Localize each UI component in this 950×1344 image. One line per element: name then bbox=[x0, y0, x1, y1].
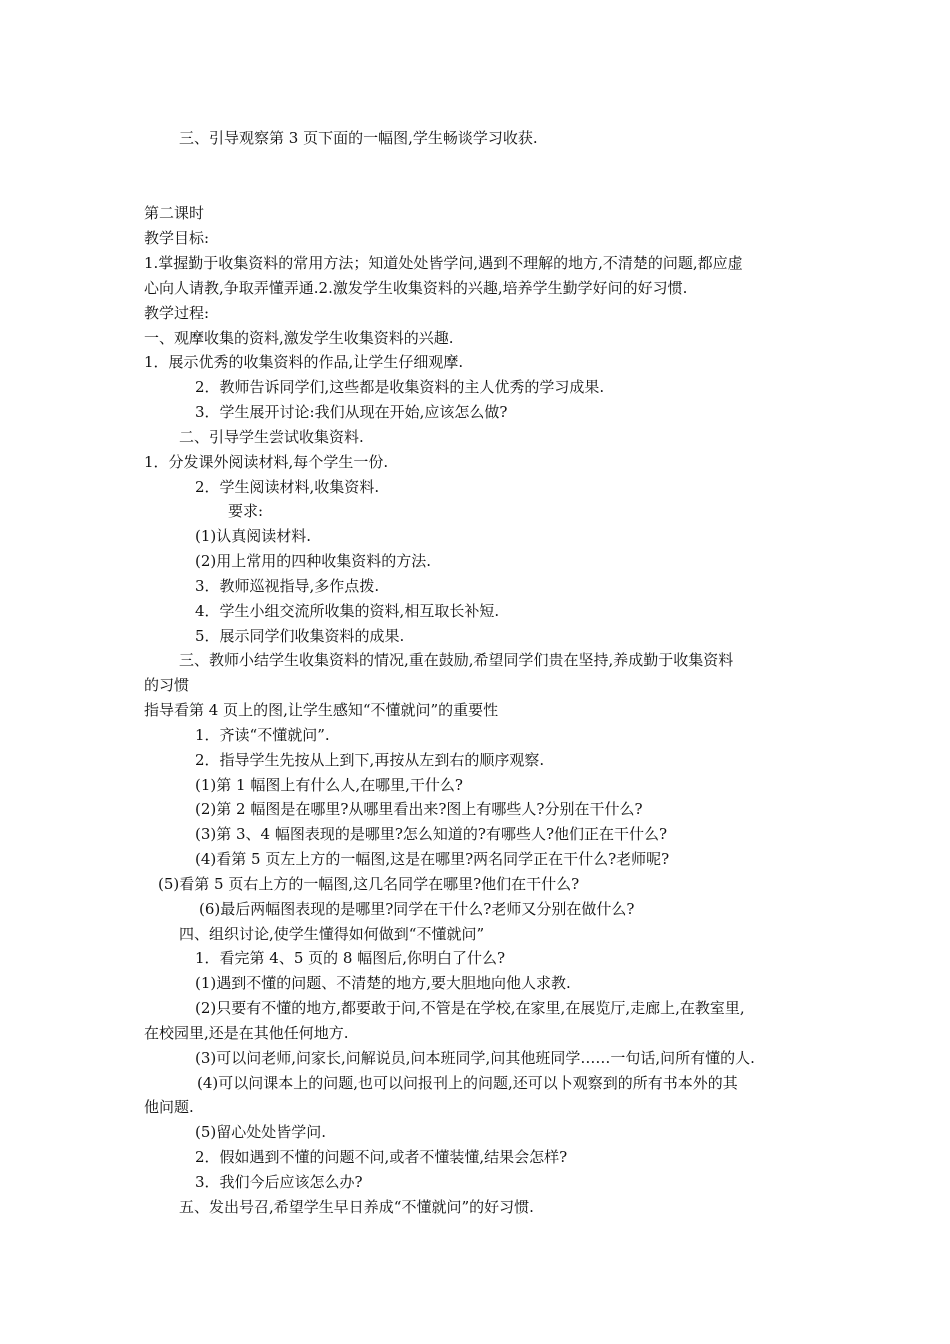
text-line: 三、教师小结学生收集资料的情况,重在鼓励,希望同学们贵在坚持,养成勤于收集资料 bbox=[179, 651, 734, 669]
text-line: 心向人请教,争取弄懂弄通.2.激发学生收集资料的兴趣,培养学生勤学好问的好习惯. bbox=[144, 279, 688, 297]
text-line: (2)第 2 幅图是在哪里?从哪里看出来?图上有哪些人?分别在干什么? bbox=[195, 800, 643, 818]
text-line: 教学过程: bbox=[144, 304, 210, 322]
text-line: 2．教师告诉同学们,这些都是收集资料的主人优秀的学习成果. bbox=[195, 378, 605, 396]
text-line: (4)看第 5 页左上方的一幅图,这是在哪里?两名同学正在干什么?老师呢? bbox=[195, 850, 670, 868]
text-line: 在校园里,还是在其他任何地方. bbox=[144, 1024, 349, 1042]
text-line: 2．指导学生先按从上到下,再按从左到右的顺序观察. bbox=[195, 751, 545, 769]
text-line: 他问题. bbox=[144, 1098, 194, 1116]
text-line: (5)看第 5 页右上方的一幅图,这几名同学在哪里?他们在干什么? bbox=[158, 875, 580, 893]
text-line: (4)可以问课本上的问题,也可以问报刊上的问题,还可以卜观察到的所有书本外的其 bbox=[197, 1074, 738, 1092]
text-line: (1)第 1 幅图上有什么人,在哪里,干什么? bbox=[195, 776, 463, 794]
text-line: (3)可以问老师,问家长,问解说员,问本班同学,问其他班同学……一句话,问所有懂的人. bbox=[195, 1049, 755, 1067]
text-line: 指导看第 4 页上的图,让学生感知“不懂就问”的重要性 bbox=[144, 701, 499, 719]
text-line: 3．我们今后应该怎么办? bbox=[195, 1173, 363, 1191]
text-line: 1.掌握勤于收集资料的常用方法；知道处处皆学问,遇到不理解的地方,不清楚的问题,都应虚 bbox=[144, 254, 743, 272]
text-line: (2)只要有不懂的地方,都要敢于问,不管是在学校,在家里,在展览厅,走廊上,在教室里, bbox=[195, 999, 745, 1017]
text-line: 要求: bbox=[228, 502, 264, 520]
text-line: (3)第 3、4 幅图表现的是哪里?怎么知道的?有哪些人?他们正在干什么? bbox=[195, 825, 668, 843]
text-line: 的习惯 bbox=[144, 676, 190, 694]
text-line: (2)用上常用的四种收集资料的方法. bbox=[195, 552, 432, 570]
text-line: 2．假如遇到不懂的问题不问,或者不懂装懂,结果会怎样? bbox=[195, 1148, 568, 1166]
text-line: 1．展示优秀的收集资料的作品,让学生仔细观摩. bbox=[144, 353, 464, 371]
text-line: 四、组织讨论,使学生懂得如何做到“不懂就问” bbox=[179, 925, 485, 943]
text-line: (1)遇到不懂的问题、不清楚的地方,要大胆地向他人求教. bbox=[195, 974, 571, 992]
text-line: 3．教师巡视指导,多作点拨. bbox=[195, 577, 380, 595]
text-line: 3．学生展开讨论:我们从现在开始,应该怎么做? bbox=[195, 403, 508, 421]
text-line: 五、发出号召,希望学生早日养成“不懂就问”的好习惯. bbox=[179, 1198, 534, 1216]
text-line: (5)留心处处皆学问. bbox=[195, 1123, 327, 1141]
text-line: 5．展示同学们收集资料的成果. bbox=[195, 627, 405, 645]
text-line: (1)认真阅读材料. bbox=[195, 527, 312, 545]
text-line: 教学目标: bbox=[144, 229, 210, 247]
text-line: 一、观摩收集的资料,激发学生收集资料的兴趣. bbox=[144, 329, 454, 347]
text-line: 1．齐读“不懂就问”. bbox=[195, 726, 330, 744]
text-line: 1．看完第 4、5 页的 8 幅图后,你明白了什么? bbox=[195, 949, 506, 967]
text-line: 第二课时 bbox=[144, 204, 205, 222]
text-line: (6)最后两幅图表现的是哪里?同学在干什么?老师又分别在做什么? bbox=[199, 900, 635, 918]
text-line: 三、引导观察第 3 页下面的一幅图,学生畅谈学习收获. bbox=[179, 129, 538, 147]
text-line: 2．学生阅读材料,收集资料. bbox=[195, 478, 380, 496]
text-line: 二、引导学生尝试收集资料. bbox=[179, 428, 364, 446]
text-line: 1．分发课外阅读材料,每个学生一份. bbox=[144, 453, 389, 471]
text-line: 4．学生小组交流所收集的资料,相互取长补短. bbox=[195, 602, 500, 620]
